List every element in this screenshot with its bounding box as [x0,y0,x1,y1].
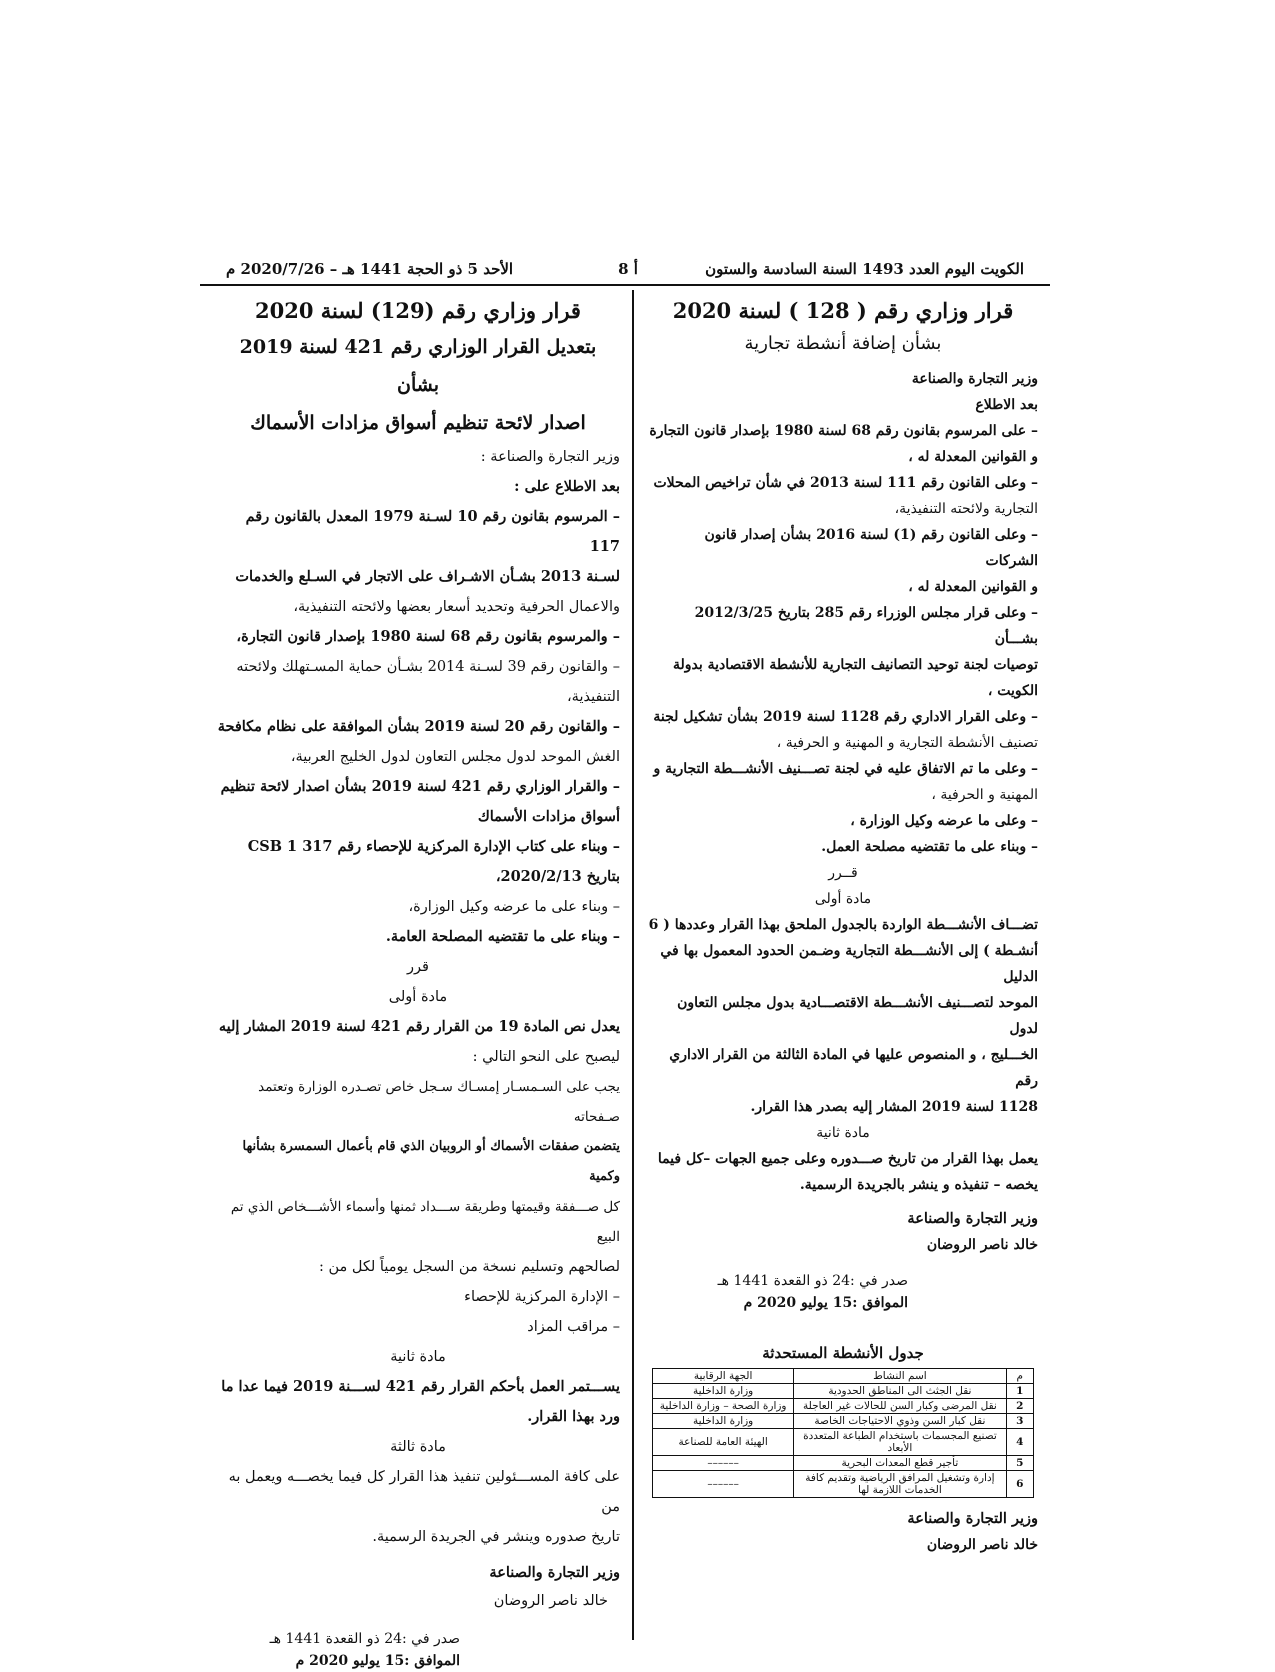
preamble-line: التنفيذية، [566,689,620,705]
column-divider [632,290,634,1640]
preamble-line: المهنية و الحرفية ، [931,787,1038,803]
issued-date: صدر في :24 ذو القعدة 1441 هـ [269,1631,460,1647]
table-cell: وزارة الداخلية [653,1414,794,1429]
article-line: تضـــاف الأنشـــطة الواردة بالجدول الملحق بهذا القرار وعددها ( 6 [648,917,1038,933]
preamble-line: وزير التجارة والصناعة [911,371,1038,387]
table-cell: نقل المرضى وكبار السن للحالات غير العاجلة [794,1399,1006,1414]
table-cell: تصنيع المجسمات باستخدام الطباعة المتعددة الأبعاد [794,1429,1006,1456]
preamble-line: أسواق مزادات الأسماك [477,808,620,825]
minister-title: وزير التجارة والصناعة [907,1210,1038,1227]
table-header: م [1006,1369,1033,1384]
table-header: اسم النشاط [794,1369,1006,1384]
preamble-line: الكويت ، [987,683,1038,699]
table-cell: تأجير قطع المعدات البحرية [794,1456,1006,1471]
preamble-line: – والمرسوم بقانون رقم 68 لسنة 1980 بإصدار قانون التجارة، [236,628,620,645]
minister-title: وزير التجارة والصناعة [489,1564,620,1581]
preamble-line: وزير التجارة والصناعة : [480,449,620,465]
issue-dates [216,1628,620,1672]
gazette-page [200,250,1050,1669]
preamble-line: – وبناء على كتاب الإدارة المركزية للإحصاء رقم 317 1 CSB [247,838,620,855]
preamble-line: بعد الاطلاع على : [514,478,620,495]
table-cell: 1 [1006,1384,1033,1399]
article-line: يخصه – تنفيذه و ينشر بالجريدة الرسمية. [799,1177,1038,1193]
article-line: يجب على السـمسـار إمسـاك سـجل خاص تصـدره الوزارة وتعتمد صـفحاته [258,1079,620,1125]
decree-128 [648,294,1038,1558]
article-title: مادة أولى [814,891,872,907]
decided-label: قــرر [828,865,858,881]
preamble-line: – وعلى القانون رقم (1) لسنة 2016 بشأن إصدار قانون الشركات [704,527,1038,569]
preamble-line: – وعلى القانون رقم 111 لسنة 2013 في شأن تراخيص المحلات [653,475,1038,491]
issued-date: صدر في :24 ذو القعدة 1441 هـ [717,1273,908,1289]
preamble-line: – وعلى ما عرضه وكيل الوزارة ، [850,813,1038,829]
table-cell: وزارة الداخلية [653,1384,794,1399]
article-line: ورد بهذا القرار. [527,1408,620,1425]
header-issue: الكويت اليوم العدد 1493 السنة السادسة والستون [705,260,1024,278]
corresponding-date: الموافق :15 يوليو 2020 م [743,1295,908,1311]
table-cell: 5 [1006,1456,1033,1471]
article-line: الموحد لتصـــنيف الأنشـــطة الاقتصـــادية بدول مجلس التعاون لدول [677,995,1038,1037]
decree-128-title: قرار وزاري رقم ( 128 ) لسنة 2020 [672,298,1014,323]
preamble-line: و القوانين المعدلة له ، [908,579,1038,595]
table-cell: 3 [1006,1414,1033,1429]
decree-129-title: قرار وزاري رقم (129) لسنة 2020 [255,298,581,323]
article-line: أنشـطة ) إلى الأنشـــطة التجارية وضـمن الحدود المعمول بها في الدليل [660,943,1038,985]
article-line: الخـــليج ، و المنصوص عليها في المادة الثالثة من القرار الاداري رقم [669,1047,1038,1089]
table-cell: إدارة وتشغيل المرافق الرياضية وتقديم كافة الخدمات اللازمة لها [794,1471,1006,1498]
article-line: تاريخ صدوره وينشر في الجريدة الرسمية. [372,1529,620,1545]
preamble-line: – وبناء على ما تقتضيه مصلحة العمل. [821,839,1038,855]
article-line: يعمل بهذا القرار من تاريخ صـــدوره وعلى جميع الجهات –كل فيما [657,1151,1038,1167]
article-line: ليصبح على النحو التالي : [472,1049,620,1065]
preamble-line: و القوانين المعدلة له ، [908,449,1038,465]
table-cell: 4 [1006,1429,1033,1456]
minister-name: خالد ناصر الروضان [926,1237,1038,1253]
article-line: يســـتمر العمل بأحكم القرار رقم 421 لســـنة 2019 فيما عدا ما [221,1378,620,1395]
corresponding-date: الموافق :15 يوليو 2020 م [295,1653,460,1669]
preamble-line: – المرسوم بقانون رقم 10 لسـنة 1979 المعدل بالقانون رقم 117 [245,508,620,555]
preamble-line: – وعلى قرار مجلس الوزراء رقم 285 بتاريخ 2012/3/25 بشـــأن [694,605,1038,647]
preamble-line: – وبناء على ما عرضه وكيل الوزارة، [408,899,620,915]
article-line: – الإدارة المركزية للإحصاء [464,1289,620,1305]
decree-129-subtitle-1: بتعديل القرار الوزاري رقم 421 لسنة 2019 بشأن [239,336,597,396]
page-header [200,250,1050,286]
preamble-line: لسـنة 2013 بشـأن الاشـراف على الاتجار في السـلع والخدمات [235,568,620,585]
table-cell: وزارة الصحة – وزارة الداخلية [653,1399,794,1414]
table-header-row [653,1369,1034,1384]
preamble-line: تصنيف الأنشطة التجارية و المهنية و الحرفية ، [776,735,1038,751]
preamble-line: – وبناء على ما تقتضيه المصلحة العامة. [385,928,620,945]
table-cell: نقل كبار السن وذوي الاحتياجات الخاصة [794,1414,1006,1429]
table-row [653,1384,1034,1399]
table-minister-name: خالد ناصر الروضان [926,1537,1038,1553]
article-title: مادة ثالثة [390,1439,446,1455]
table-minister-title: وزير التجارة والصناعة [907,1510,1038,1527]
table-cell: –––––– [653,1471,794,1498]
table-cell: نقل الجثث الى المناطق الحدودية [794,1384,1006,1399]
table-cell: الهيئة العامة للصناعة [653,1429,794,1456]
decree-128-subtitle: بشأن إضافة أنشطة تجارية [744,333,942,354]
preamble-line: بتاريخ 2020/2/13، [495,868,620,885]
article-line: يعدل نص المادة 19 من القرار رقم 421 لسنة 2019 المشار إليه [218,1018,620,1035]
preamble-line: – وعلى القرار الاداري رقم 1128 لسنة 2019 بشأن تشكيل لجنة [653,709,1038,725]
decree-129 [216,294,620,1672]
issue-dates [648,1270,1038,1314]
table-row [653,1471,1034,1498]
activities-table [652,1368,1034,1498]
table-row [653,1399,1034,1414]
article-title: مادة ثانية [816,1125,870,1141]
article-title: مادة أولى [388,989,448,1005]
article-line: – مراقب المزاد [527,1319,620,1335]
article-line: لصالحهم وتسليم نسخة من السجل يومياً لكل من : [318,1259,620,1275]
preamble-line: – والقانون رقم 20 لسنة 2019 بشأن الموافقة على نظام مكافحة [217,718,620,735]
minister-name: خالد ناصر الروضان [493,1593,608,1609]
activities-table-title: جدول الأنشطة المستحدثة [762,1344,924,1362]
preamble-line: – وعلى ما تم الاتفاق عليه في لجنة تصـــنيف الأنشـــطة التجارية و [653,761,1038,777]
preamble-line: التجارية ولائحته التنفيذية، [894,501,1038,517]
table-cell: 6 [1006,1471,1033,1498]
table-header: الجهة الرقابية [653,1369,794,1384]
preamble-line: – والقانون رقم 39 لسـنة 2014 بشـأن حماية المسـتهلك ولائحته [236,659,620,675]
table-row [653,1414,1034,1429]
table-row [653,1456,1034,1471]
table-cell: 2 [1006,1399,1033,1414]
table-row [653,1429,1034,1456]
preamble-line: – والقرار الوزاري رقم 421 لسنة 2019 بشأن اصدار لائحة تنظيم [220,778,620,795]
header-date: الأحد 5 ذو الحجة 1441 هـ – 2020/7/26 م [226,260,514,278]
article-line: كل صـــفقة وقيمتها وطريقة ســـداد ثمنها وأسماء الأشـــخاص الذي تم البيع [230,1199,620,1245]
article-line: 1128 لسنة 2019 المشار إليه بصدر هذا القرار. [750,1099,1038,1115]
article-line: على كافة المســـئولين تنفيذ هذا القرار كل فيما يخصـــه ويعمل به من [228,1469,620,1515]
decided-label: قرر [407,959,429,975]
decree-129-subtitle-2: اصدار لائحة تنظيم أسواق مزادات الأسماك [250,412,586,434]
table-cell: –––––– [653,1456,794,1471]
article-title: مادة ثانية [390,1349,446,1365]
preamble-line: بعد الاطلاع [975,397,1038,413]
article-line: يتضمن صفقات الأسماك أو الروبيان الذي قام بأعمال السمسرة بشأنها وكمية [242,1139,620,1184]
preamble-line: توصيات لجنة توحيد التصانيف التجارية للأنشطة الاقتصادية بدولة [672,657,1038,673]
header-page-number: أ 8 [618,260,638,278]
preamble-line: والاعمال الحرفية وتحديد أسعار بعضها ولائحته التنفيذية، [293,599,620,615]
preamble-line: الغش الموحد لدول مجلس التعاون لدول الخليج العربية، [290,749,620,765]
preamble-line: – على المرسوم بقانون رقم 68 لسنة 1980 بإصدار قانون التجارة [649,423,1038,439]
